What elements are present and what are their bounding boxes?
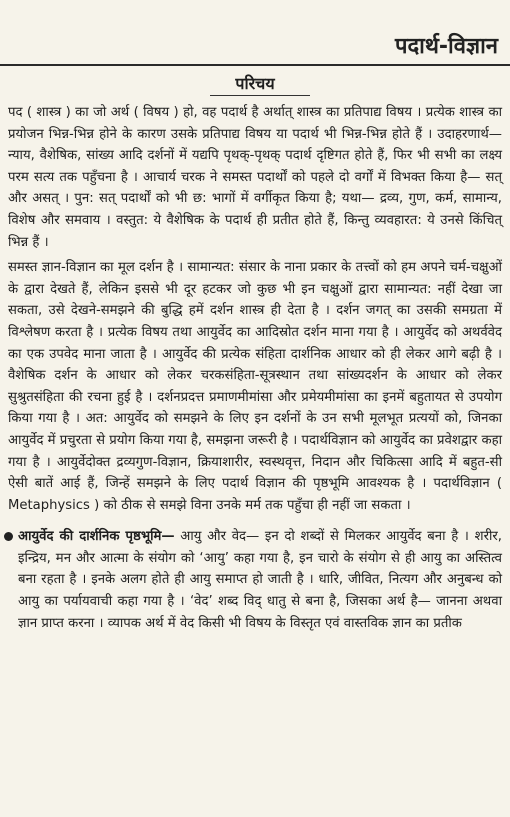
bullet-text: आयु और वेद— इन दो शब्दों से मिलकर आयुर्वेद बना है । शरीर, इन्द्रिय, मन और आत्मा के संयोग को ‘आयु’ कहा गया है, इन चारो के संयोग से ही आयु का अस्तित्व बना रहता है । इनके अलग होते ही आयु समाप्त हो जाती है । धारि, जीवित, नित्यग और अनुबन्ध को आयु का पर्यायवाची कहा गया है । ‘वेद’ शब्द विद् धातु से बना है, जिसका अर्थ है— जानना अथवा ज्ञान प्राप्त करना । व्यापक अर्थ में वेद किसी भी विषय के विस्तृत एवं वास्तविक ज्ञान का प्रतीक <box>18 529 502 631</box>
paragraph-1: पद ( शास्त्र ) का जो अर्थ ( विषय ) हो, वह पदार्थ है अर्थात् शास्त्र का प्रतिपाद्य विषय । प्रत्येक शास्त्र का प्रयोजन भिन्न-भिन्न होने के कारण उसके प्रतिपाद्य विषय या पदार्थ भी भिन्न-भिन्न होते हैं । उदाहरणार्थ— न्याय, वैशेषिक, सांख्य आदि दर्शनों में यद्यपि पृथक्-पृथक् पदार्थ दृष्टिगत होते हैं, फिर भी सभी का लक्ष्य परम सत्य तक पहुँचना है । आचार्य चरक ने समस्त पदार्थों को पहले दो वर्गों में विभक्त किया है— सत् और असत् । पुन: सत् पदार्थों को भी छ: भागों में वर्गीकृत किया है; यथा— द्रव्य, गुण, कर्म, सामान्य, विशेष और समवाय । वस्तुत: ये वैशेषिक के पदार्थ ही प्रतीत होते हैं, किन्तु व्यवहारत: ये उनसे किंचित् भिन्न हैं । <box>8 105 502 250</box>
section-title: परिचय <box>235 74 275 93</box>
header-rule <box>0 64 510 66</box>
title-underline <box>210 95 310 96</box>
bullet-lead: आयुर्वेद की दार्शनिक पृष्ठभूमि— <box>18 529 175 545</box>
running-head: पदार्थ-विज्ञान <box>394 34 498 59</box>
body-text <box>8 102 502 638</box>
bullet-paragraph <box>8 526 502 634</box>
bullet-text-container <box>8 526 502 634</box>
paragraph-2: समस्त ज्ञान-विज्ञान का मूल दर्शन है । सामान्यत: संसार के नाना प्रकार के तत्त्वों को हम अपने चर्म-चक्षुओं के द्वारा देखते हैं, लेकिन इससे भी दूर हटकर जो कुछ भी इन चक्षुओं द्वारा सामान्यत: नहीं देखा जा सकता, उसे देखने-समझने की बुद्धि हमें दर्शन शास्त्र ही देता है । दर्शन जगत् का उसकी समग्रता में विश्लेषण करता है । प्रत्येक विषय तथा आयुर्वेद का आदिस्रोत दर्शन माना गया है । आयुर्वेद को अथर्ववेद का एक उपवेद माना जाता है । आयुर्वेद की प्रत्येक संहिता दार्शनिक आधार को ही लेकर आगे बढ़ी है । वैशेषिक दर्शन के आधार को लेकर चरकसंहिता-सूत्रस्थान तथा सांख्यदर्शन के आधार को लेकर सुश्रुतसंहिता की रचना हुई है । दर्शनप्रदत्त प्रमाणमीमांसा और प्रमेयमीमांसा का इनमें बहुतायत से उपयोग किया गया है । अत: आयुर्वेद को समझने के लिए इन दर्शनों के उन सभी मूलभूत प्रत्ययों को, जिनका आयुर्वेद में प्रचुरता से प्रयोग किया गया है, समझना जरूरी है । पदार्थविज्ञान को आयुर्वेद का प्रवेशद्वार कहा गया है । आयुर्वेदोक्त द्रव्यगुण-विज्ञान, क्रियाशारीर, स्वस्थवृत्त, निदान और चिकित्सा आदि में बहुत-सी ऐसी बातें आई हैं, जिन्हें समझने के लिए पदार्थ विज्ञान की पृष्ठभूमि आवश्यक है । पदार्थविज्ञान ( Metaphysics ) को ठीक से समझे विना उनके मर्म तक पहुँचा ही नहीं जा सकता । <box>8 260 502 513</box>
